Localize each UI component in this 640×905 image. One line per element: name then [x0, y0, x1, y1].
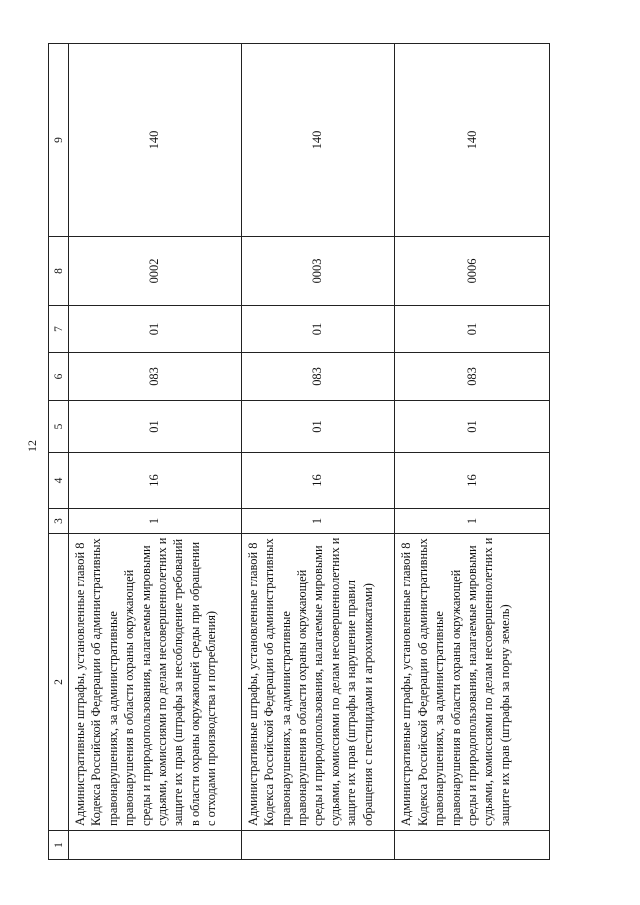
cell-col6: 083	[241, 353, 395, 401]
table-row	[395, 44, 550, 860]
cell-col4: 16	[241, 453, 395, 509]
header-row	[49, 44, 69, 860]
cell-col8: 0002	[69, 237, 242, 306]
column-header: 2	[49, 534, 69, 831]
column-header: 6	[49, 353, 69, 401]
cell-col9: 140	[69, 44, 242, 237]
cell-col8: 0006	[395, 237, 550, 306]
column-header: 3	[49, 509, 69, 534]
cell-col1	[395, 831, 550, 860]
cell-description: Административные штрафы, установленные главой 8 Кодекса Российской Федерации об административных правонарушениях, за административные правонарушения в области охраны окружающей среды и природопользования, налагаемые мировыми судьями, комиссиями по делам несовершеннолетних и защите их прав (штрафы за несоблюдение требований в области охраны окружающей среды при обращении с отходами производства и потребления)	[69, 534, 242, 831]
cell-col9: 140	[395, 44, 550, 237]
cell-col3: 1	[241, 509, 395, 534]
column-header: 4	[49, 453, 69, 509]
column-header: 1	[49, 831, 69, 860]
cell-col1	[241, 831, 395, 860]
cell-col1	[69, 831, 242, 860]
cell-col5: 01	[241, 401, 395, 453]
column-header: 5	[49, 401, 69, 453]
table-container	[48, 44, 550, 860]
cell-col8: 0003	[241, 237, 395, 306]
cell-col4: 16	[69, 453, 242, 509]
cell-col7: 01	[241, 306, 395, 353]
cell-col9: 140	[241, 44, 395, 237]
budget-classification-table	[48, 43, 550, 860]
cell-col5: 01	[69, 401, 242, 453]
cell-col6: 083	[395, 353, 550, 401]
table-row	[69, 44, 242, 860]
cell-col7: 01	[69, 306, 242, 353]
column-header: 7	[49, 306, 69, 353]
cell-col4: 16	[395, 453, 550, 509]
column-header: 9	[49, 44, 69, 237]
cell-description: Административные штрафы, установленные главой 8 Кодекса Российской Федерации об административных правонарушениях, за административные правонарушения в области охраны окружающей среды и природопользования, налагаемые мировыми судьями, комиссиями по делам несовершеннолетних и защите их прав (штрафы за порчу земель)	[395, 534, 550, 831]
cell-col3: 1	[395, 509, 550, 534]
column-header: 8	[49, 237, 69, 306]
cell-col5: 01	[395, 401, 550, 453]
cell-col7: 01	[395, 306, 550, 353]
table-row	[241, 44, 395, 860]
cell-col3: 1	[69, 509, 242, 534]
cell-description: Административные штрафы, установленные главой 8 Кодекса Российской Федерации об административных правонарушениях, за административные правонарушения в области охраны окружающей среды и природопользования, налагаемые мировыми судьями, комиссиями по делам несовершеннолетних и защите их прав (штрафы за нарушение правил обращения с пестицидами и агрохимикатами)	[241, 534, 395, 831]
page-number: 12	[25, 440, 39, 452]
cell-col6: 083	[69, 353, 242, 401]
